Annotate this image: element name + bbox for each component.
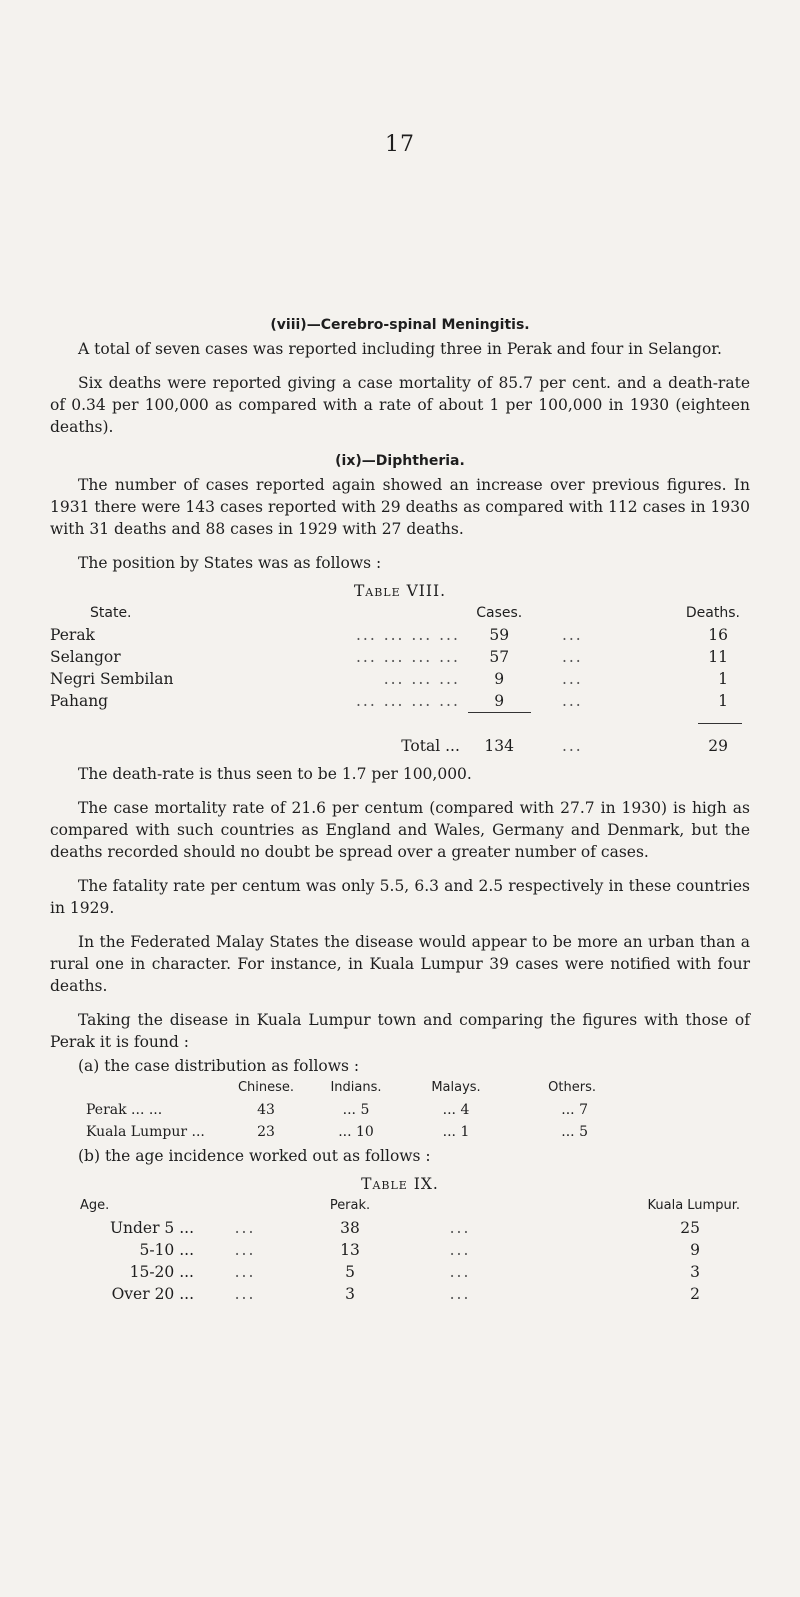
case-header-chinese: Chinese. xyxy=(237,1080,295,1095)
table-viii-cases: 57 xyxy=(489,648,510,666)
table-row xyxy=(86,1121,596,1143)
death-rate-paragraph: The death-rate is thus seen to be 1.7 per 100,000. xyxy=(78,765,472,783)
leader-dots: ... ... ... ... xyxy=(355,648,460,666)
table-ix-header-perak: Perak. xyxy=(329,1198,371,1213)
table-viii-deaths: 1 xyxy=(718,692,728,711)
table-viii-state: Pahang xyxy=(50,692,109,711)
table-viii xyxy=(50,602,750,757)
table-ix-kl: 3 xyxy=(690,1263,700,1281)
leader-dots: ... xyxy=(234,1241,256,1259)
case-header-others: Others. xyxy=(548,1080,596,1095)
case-distribution-table xyxy=(86,1077,596,1143)
leader-dots: ... xyxy=(561,670,583,688)
table-viii-deaths: 16 xyxy=(708,626,728,644)
table-viii-cases: 59 xyxy=(489,626,510,644)
table-ix xyxy=(80,1195,740,1305)
case-distribution-header-row xyxy=(86,1077,596,1099)
case-header-malays: Malays. xyxy=(431,1080,481,1095)
leader-dots: ... xyxy=(561,626,583,644)
table-viii-header-deaths: Deaths. xyxy=(685,605,740,621)
table-viii-header-cases: Cases. xyxy=(476,605,523,621)
table-ix-perak: 3 xyxy=(345,1285,355,1303)
leader-dots: ... ... ... ... xyxy=(355,626,460,644)
table-viii-title: Table VIII. xyxy=(353,582,447,600)
leader-dots: ... ... ... xyxy=(383,670,460,688)
leader-dots: ... xyxy=(234,1285,256,1303)
table-ix-perak: 5 xyxy=(345,1263,355,1281)
table-row xyxy=(80,1239,740,1261)
case-indians: ... 10 xyxy=(338,1124,374,1140)
fatality-paragraph: The fatality rate per centum was only 5.5, 6.3 and 2.5 respectively in these countries in 1929. xyxy=(50,877,750,917)
table-ix-kl: 25 xyxy=(680,1219,700,1237)
table-row xyxy=(80,1283,740,1305)
table-viii-total-cases: 134 xyxy=(484,737,515,755)
leader-dots: ... xyxy=(234,1263,256,1281)
table-row xyxy=(50,624,750,646)
table-viii-total-row xyxy=(50,735,750,757)
case-place: Perak ... ... xyxy=(86,1102,163,1118)
page-number: 17 xyxy=(385,132,415,157)
fms-paragraph: In the Federated Malay States the disease would appear to be more an urban than a rural one in character. For instance, in Kuala Lumpur 39 cases were notified with four deaths. xyxy=(50,933,750,995)
leader-dots: ... xyxy=(561,648,583,666)
leader-dots: ... ... ... ... xyxy=(355,692,460,711)
table-ix-header-row xyxy=(80,1195,740,1217)
table-ix-title: Table IX. xyxy=(361,1175,439,1193)
section-heading-meningitis: (viii)—Cerebro-spinal Meningitis. xyxy=(270,317,530,333)
leader-dots: ... xyxy=(561,692,583,711)
table-ix-perak: 13 xyxy=(340,1241,360,1259)
section-heading-diphtheria: (ix)—Diphtheria. xyxy=(335,453,465,469)
page-body xyxy=(50,314,750,1305)
case-chinese: 23 xyxy=(257,1124,275,1140)
table-viii-state: Perak xyxy=(50,626,95,644)
table-viii-state: Selangor xyxy=(50,648,121,666)
table-viii-deaths: 1 xyxy=(718,670,728,688)
table-ix-age: 15-20 ... xyxy=(129,1263,194,1281)
table-ix-age: Under 5 ... xyxy=(109,1219,194,1237)
table-ix-perak: 38 xyxy=(340,1219,360,1237)
case-header-indians: Indians. xyxy=(330,1080,382,1095)
table-ix-age: 5-10 ... xyxy=(139,1241,194,1259)
case-malays: ... 1 xyxy=(442,1124,470,1140)
diphtheria-paragraph-1: The number of cases reported again showed an increase over previous figures. In 1931 there were 143 cases reported with 29 deaths as compared with 112 cases in 1930 with 31 deaths and 88 cases in 1929 with 27 deaths. xyxy=(50,476,750,538)
leader-dots: ... xyxy=(449,1263,471,1281)
case-others: ... 7 xyxy=(561,1102,588,1118)
meningitis-paragraph-1: A total of seven cases was reported including three in Perak and four in Selangor. xyxy=(78,340,722,358)
taking-paragraph: Taking the disease in Kuala Lumpur town and comparing the figures with those of Perak it is found : xyxy=(50,1011,750,1051)
total-rule xyxy=(468,713,531,736)
table-ix-age: Over 20 ... xyxy=(111,1285,194,1303)
case-others: ... 5 xyxy=(561,1124,588,1140)
table-row xyxy=(80,1217,740,1239)
case-place: Kuala Lumpur ... xyxy=(86,1124,205,1140)
table-viii-cases: 9 xyxy=(494,670,505,688)
table-viii-header-state: State. xyxy=(90,605,132,621)
leader-dots: ... xyxy=(561,737,583,755)
case-chinese: 43 xyxy=(257,1102,275,1118)
meningitis-paragraph-2: Six deaths were reported giving a case mortality of 85.7 per cent. and a death-rate of 0.34 per 100,000 as compared with a rate of about 1 per 100,000 in 1930 (eighteen deaths). xyxy=(50,374,750,436)
item-b: (b) the age incidence worked out as follows : xyxy=(78,1147,431,1165)
leader-dots: ... xyxy=(449,1285,471,1303)
leader-dots: ... xyxy=(449,1219,471,1237)
table-viii-header-row xyxy=(50,602,750,624)
case-indians: ... 5 xyxy=(342,1102,370,1118)
table-row xyxy=(50,690,750,713)
table-ix-kl: 9 xyxy=(690,1241,700,1259)
table-ix-header-age: Age. xyxy=(80,1198,110,1213)
case-malays: ... 4 xyxy=(442,1102,470,1118)
table-viii-deaths: 11 xyxy=(708,648,728,666)
table-viii-total-label: Total ... xyxy=(401,737,460,755)
leader-dots: ... xyxy=(449,1241,471,1259)
table-row xyxy=(80,1261,740,1283)
case-mortality-paragraph: The case mortality rate of 21.6 per centum (compared with 27.7 in 1930) is high as compared with such countries as England and Wales, Germany and Denmark, but the deaths recorded should no doubt be spread over a greater number of cases. xyxy=(50,799,750,861)
table-row xyxy=(50,668,750,690)
total-rule xyxy=(698,723,742,724)
table-viii-total-deaths: 29 xyxy=(708,737,728,755)
table-ix-kl: 2 xyxy=(690,1285,700,1303)
table-row xyxy=(86,1099,596,1121)
table-ix-header-kl: Kuala Lumpur. xyxy=(647,1198,740,1213)
table-row xyxy=(50,646,750,668)
table-viii-cases: 9 xyxy=(494,692,505,710)
diphtheria-paragraph-2: The position by States was as follows : xyxy=(78,554,382,572)
table-viii-state: Negri Sembilan xyxy=(50,670,174,688)
item-a: (a) the case distribution as follows : xyxy=(78,1057,360,1075)
leader-dots: ... xyxy=(234,1219,256,1237)
